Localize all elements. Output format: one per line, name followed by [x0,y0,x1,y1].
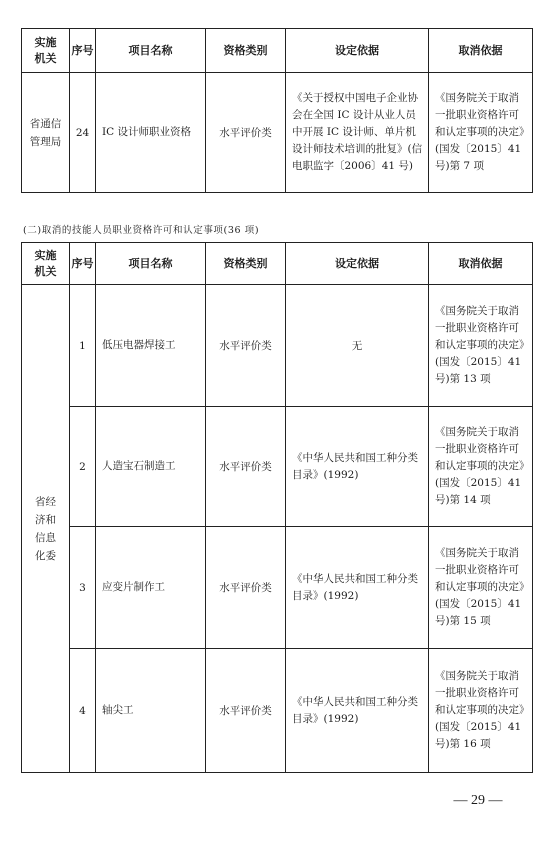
header-item-name: 项目名称 [96,29,206,73]
header-category: 资格类别 [206,29,286,73]
header-number: 序号 [70,243,96,285]
header-cancel-basis: 取消依据 [429,29,533,73]
header-category: 资格类别 [206,243,286,285]
header-basis: 设定依据 [286,29,429,73]
item-cancel-basis: 《国务院关于取消一批职业资格许可和认定事项的决定》(国发〔2015〕41 号)第 15 项 [429,527,533,649]
row-number: 2 [70,407,96,527]
item-category: 水平评价类 [206,285,286,407]
table-row [22,73,533,193]
item-category: 水平评价类 [206,407,286,527]
item-name: 人造宝石制造工 [96,407,206,527]
table-header-row [22,29,533,73]
item-cancel-basis: 《国务院关于取消一批职业资格许可和认定事项的决定》(国发〔2015〕41 号)第 16 项 [429,649,533,773]
table-row [22,407,533,527]
item-name: 应变片制作工 [96,527,206,649]
item-cancel-basis: 《国务院关于取消一批职业资格许可和认定事项的决定》(国发〔2015〕41 号)第 14 项 [429,407,533,527]
item-name: IC 设计师职业资格 [96,73,206,193]
department-cell: 省通信 管理局 [22,73,70,193]
table-row [22,649,533,773]
item-category: 水平评价类 [206,649,286,773]
row-number: 1 [70,285,96,407]
item-basis: 《关于授权中国电子企业协会在全国 IC 设计从业人员中开展 IC 设计师、单片机设计师技术培训的批复》(信电职监字〔2006〕41 号) [286,73,429,193]
item-basis: 《中华人民共和国工种分类目录》(1992) [286,649,429,773]
row-number: 24 [70,73,96,193]
header-number: 序号 [70,29,96,73]
header-basis: 设定依据 [286,243,429,285]
item-category: 水平评价类 [206,73,286,193]
table-row [22,285,533,407]
table-row [22,527,533,649]
item-category: 水平评价类 [206,527,286,649]
item-basis: 《中华人民共和国工种分类目录》(1992) [286,407,429,527]
item-name: 轴尖工 [96,649,206,773]
item-basis: 《中华人民共和国工种分类目录》(1992) [286,527,429,649]
page-number: — 29 — [453,793,503,808]
header-cancel-basis: 取消依据 [429,243,533,285]
item-cancel-basis: 《国务院关于取消一批职业资格许可和认定事项的决定》(国发〔2015〕41 号)第 7 项 [429,73,533,193]
table-header-row [22,243,533,285]
item-name: 低压电器焊接工 [96,285,206,407]
section-caption: (二)取消的技能人员职业资格许可和认定事项(36 项) [23,225,260,236]
header-item-name: 项目名称 [96,243,206,285]
header-department: 实施 机关 [22,243,70,285]
header-department: 实施 机关 [22,29,70,73]
table-permits-skills [21,242,533,773]
department-cell: 省经 济和 信息 化委 [22,285,70,773]
row-number: 3 [70,527,96,649]
item-basis: 无 [286,285,429,407]
row-number: 4 [70,649,96,773]
item-cancel-basis: 《国务院关于取消一批职业资格许可和认定事项的决定》(国发〔2015〕41 号)第 13 项 [429,285,533,407]
table-permits-professional [21,28,533,193]
